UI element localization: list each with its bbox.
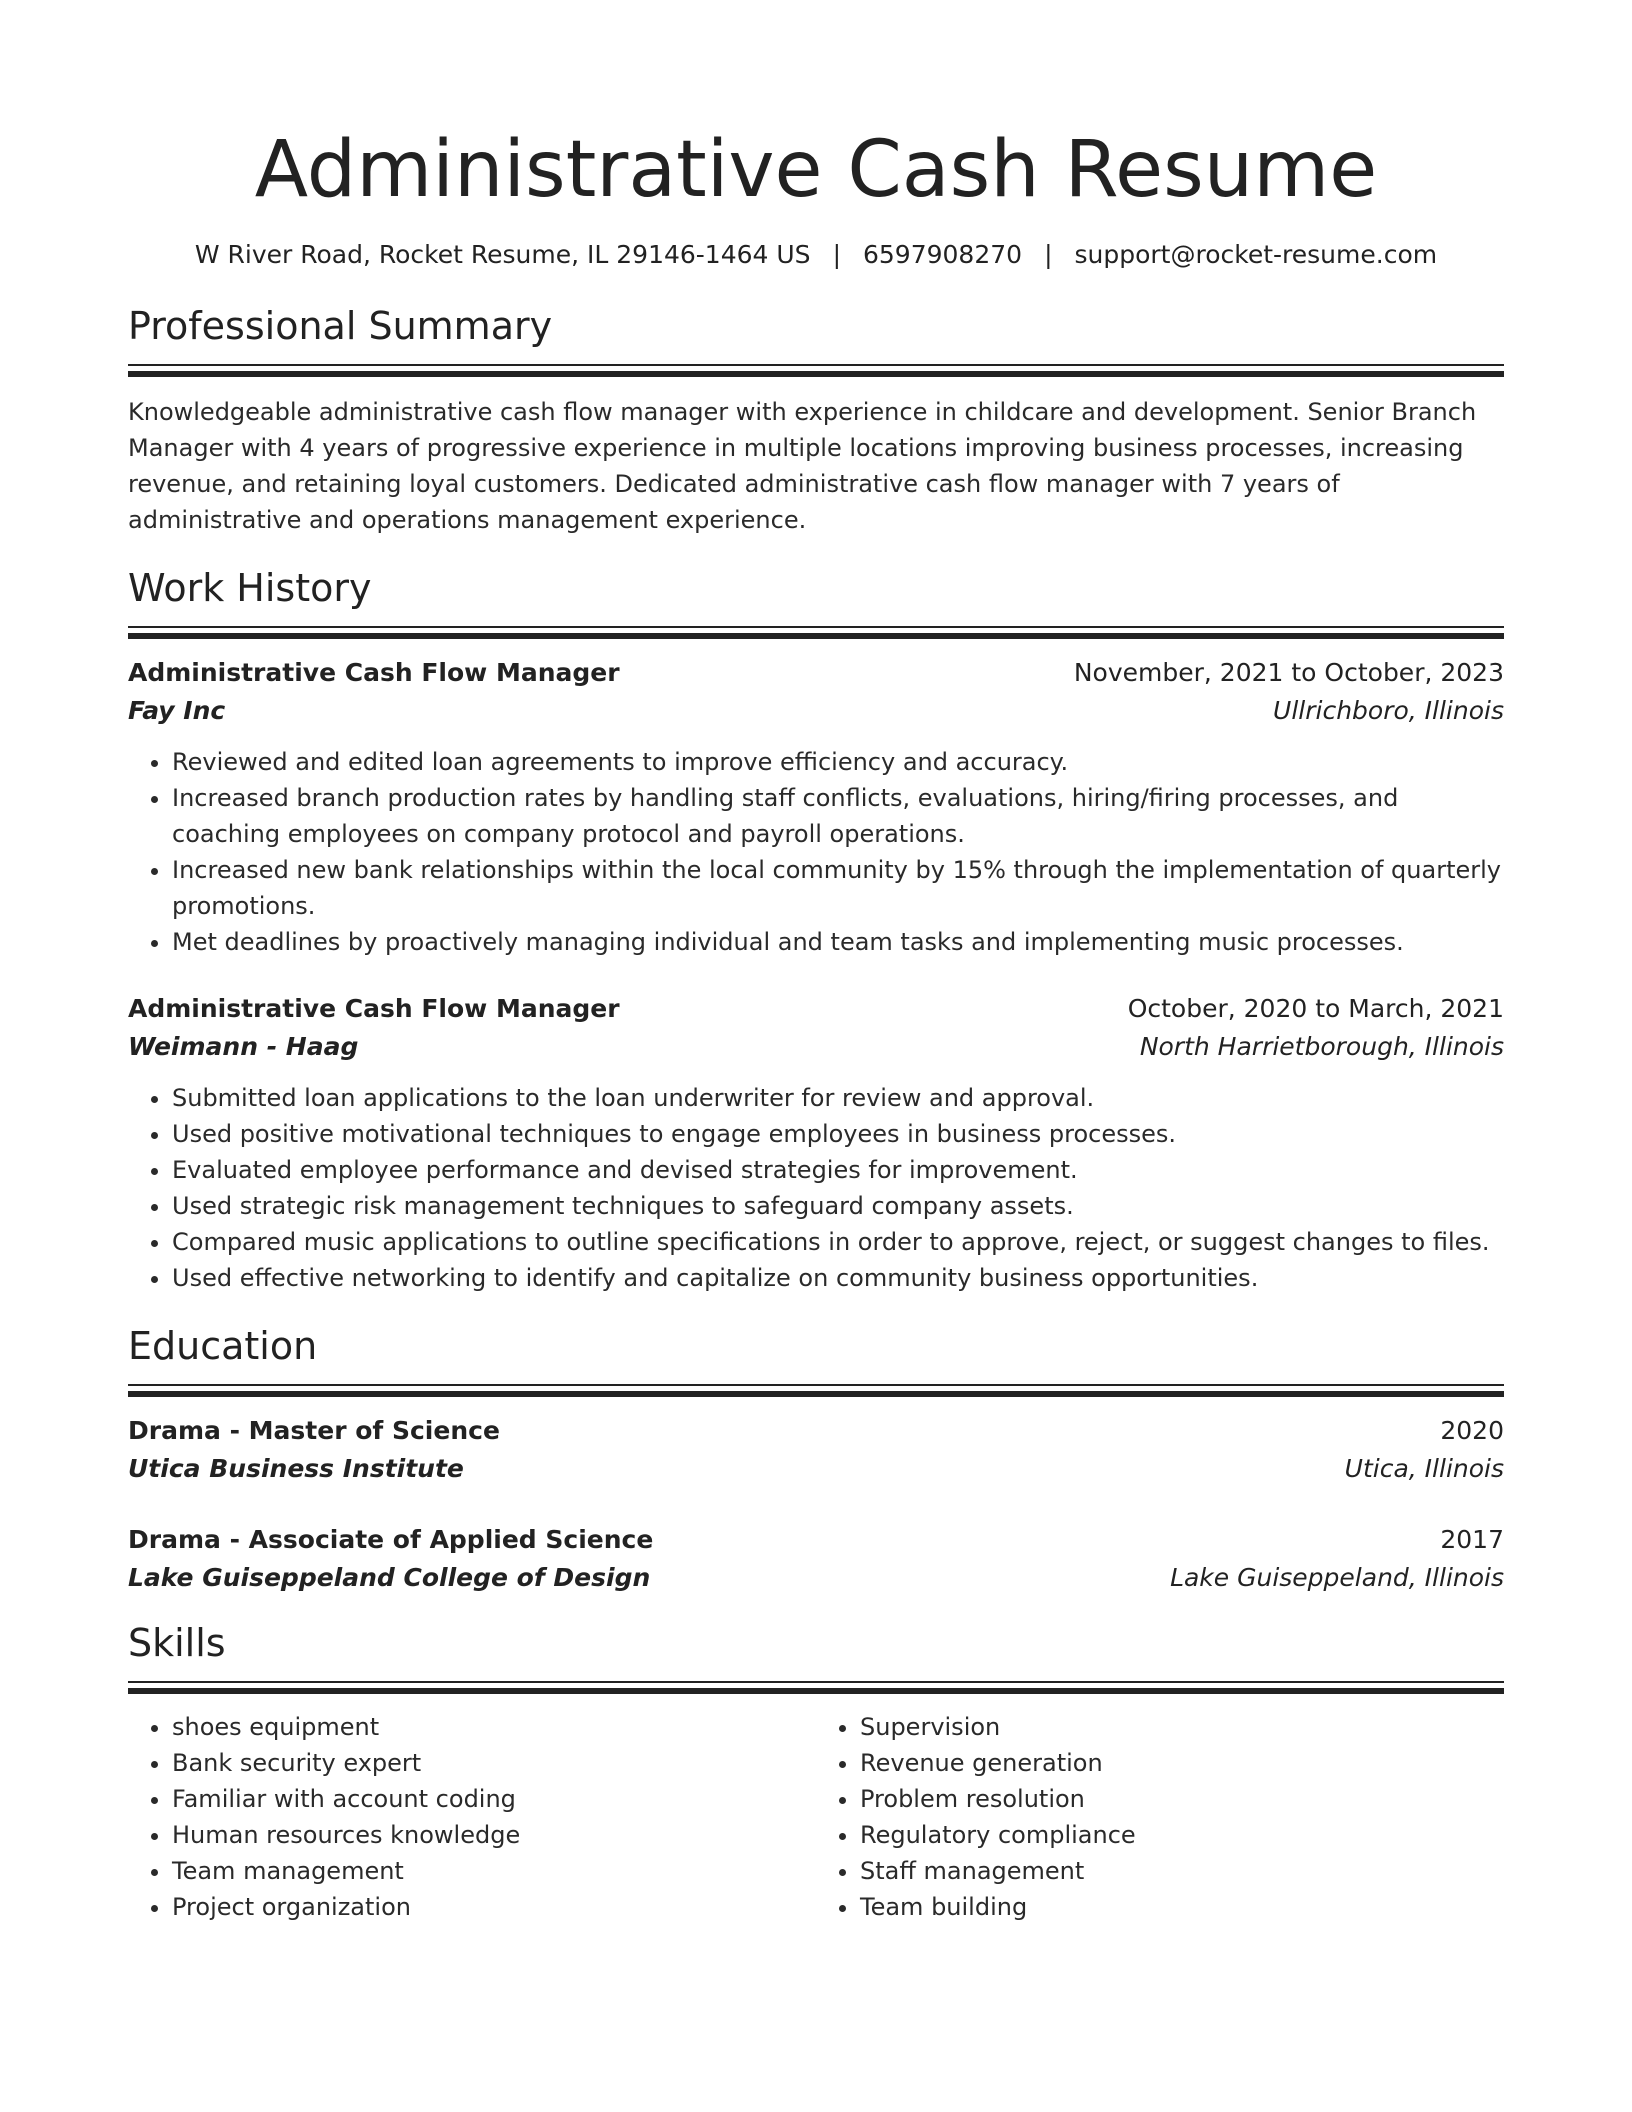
job-bullet: • Used effective networking to identify and capitalize on community business opportunities.	[172, 1260, 1504, 1296]
job-bullet: • Evaluated employee performance and devised strategies for improvement.	[172, 1152, 1504, 1188]
education-degree: Drama - Master of Science	[128, 1416, 500, 1445]
skill-item: • Team management	[172, 1853, 816, 1889]
education-school: Utica Business Institute	[128, 1454, 464, 1483]
contact-address: W River Road, Rocket Resume, IL 29146-1464 US	[194, 240, 811, 269]
section-summary	[128, 302, 1504, 538]
section-education	[128, 1322, 1504, 1597]
job-bullet: • Reviewed and edited loan agreements to improve efficiency and accuracy.	[172, 744, 1504, 780]
education-location: Utica, Illinois	[1344, 1454, 1504, 1483]
skills-columns	[128, 1709, 1504, 1925]
job-bullets	[128, 1080, 1504, 1296]
skill-item: • shoes equipment	[172, 1709, 816, 1745]
section-divider	[128, 364, 1504, 376]
skill-item: • Regulatory compliance	[860, 1817, 1504, 1853]
contact-phone: 6597908270	[863, 240, 1023, 269]
job-location: North Harrietborough, Illinois	[1139, 1032, 1504, 1061]
contact-line	[128, 238, 1504, 272]
education-school: Lake Guiseppeland College of Design	[128, 1563, 651, 1592]
job-title: Administrative Cash Flow Manager	[128, 658, 620, 687]
section-divider	[128, 1681, 1504, 1693]
contact-email: support@rocket-resume.com	[1074, 240, 1438, 269]
job-bullet: • Increased branch production rates by handling staff conflicts, evaluations, hiring/firing processes, and coaching employees on company protocol and payroll operations.	[172, 780, 1504, 852]
job-entry	[128, 654, 1504, 960]
summary-text: Knowledgeable administrative cash flow manager with experience in childcare and development. Senior Branch Manager with 4 years of progressive experience in multiple locations improving business processes, increasing revenue, and retaining loyal customers. Dedicated administrative cash flow manager with 7 years of administrative and operations management experience.	[128, 398, 1477, 534]
skills-list-left	[128, 1709, 816, 1925]
skill-item: • Project organization	[172, 1889, 816, 1925]
skill-item: • Staff management	[860, 1853, 1504, 1889]
skill-item: • Problem resolution	[860, 1781, 1504, 1817]
section-divider	[128, 626, 1504, 638]
skill-item: • Revenue generation	[860, 1745, 1504, 1781]
education-degree: Drama - Associate of Applied Science	[128, 1525, 654, 1554]
job-dates: November, 2021 to October, 2023	[1073, 658, 1504, 687]
job-bullet: • Met deadlines by proactively managing individual and team tasks and implementing music processes.	[172, 924, 1504, 960]
job-bullet: • Compared music applications to outline specifications in order to approve, reject, or suggest changes to files.	[172, 1224, 1504, 1260]
skill-item: • Human resources knowledge	[172, 1817, 816, 1853]
skill-item: • Team building	[860, 1889, 1504, 1925]
resume-name: Administrative Cash Resume	[254, 125, 1378, 215]
education-entry	[128, 1412, 1504, 1488]
job-dates: October, 2020 to March, 2021	[1127, 994, 1504, 1023]
job-title: Administrative Cash Flow Manager	[128, 994, 620, 1023]
section-title-education: Education	[128, 1324, 318, 1368]
section-skills	[128, 1619, 1504, 1925]
education-location: Lake Guiseppeland, Illinois	[1170, 1563, 1504, 1592]
job-bullets	[128, 744, 1504, 960]
skill-item: • Familiar with account coding	[172, 1781, 816, 1817]
job-bullet: • Used positive motivational techniques to engage employees in business processes.	[172, 1116, 1504, 1152]
job-location: Ullrichboro, Illinois	[1273, 696, 1504, 725]
job-employer: Fay Inc	[128, 696, 226, 725]
education-entry	[128, 1521, 1504, 1597]
contact-separator: |	[1044, 240, 1053, 269]
skill-item: • Supervision	[860, 1709, 1504, 1745]
contact-separator: |	[832, 240, 841, 269]
job-employer: Weimann - Haag	[128, 1032, 359, 1061]
job-bullet: • Used strategic risk management techniques to safeguard company assets.	[172, 1188, 1504, 1224]
section-title-skills: Skills	[128, 1621, 226, 1665]
job-bullet: • Increased new bank relationships within the local community by 15% through the implementation of quarterly promotions.	[172, 852, 1504, 924]
section-divider	[128, 1384, 1504, 1396]
job-bullet: • Submitted loan applications to the loan underwriter for review and approval.	[172, 1080, 1504, 1116]
skills-list-right	[816, 1709, 1504, 1925]
job-entry	[128, 990, 1504, 1296]
section-title-summary: Professional Summary	[128, 304, 553, 348]
section-title-work-history: Work History	[128, 566, 372, 610]
section-work-history	[128, 564, 1504, 1296]
skill-item: • Bank security expert	[172, 1745, 816, 1781]
education-year: 2020	[1440, 1416, 1504, 1445]
education-year: 2017	[1440, 1525, 1504, 1554]
